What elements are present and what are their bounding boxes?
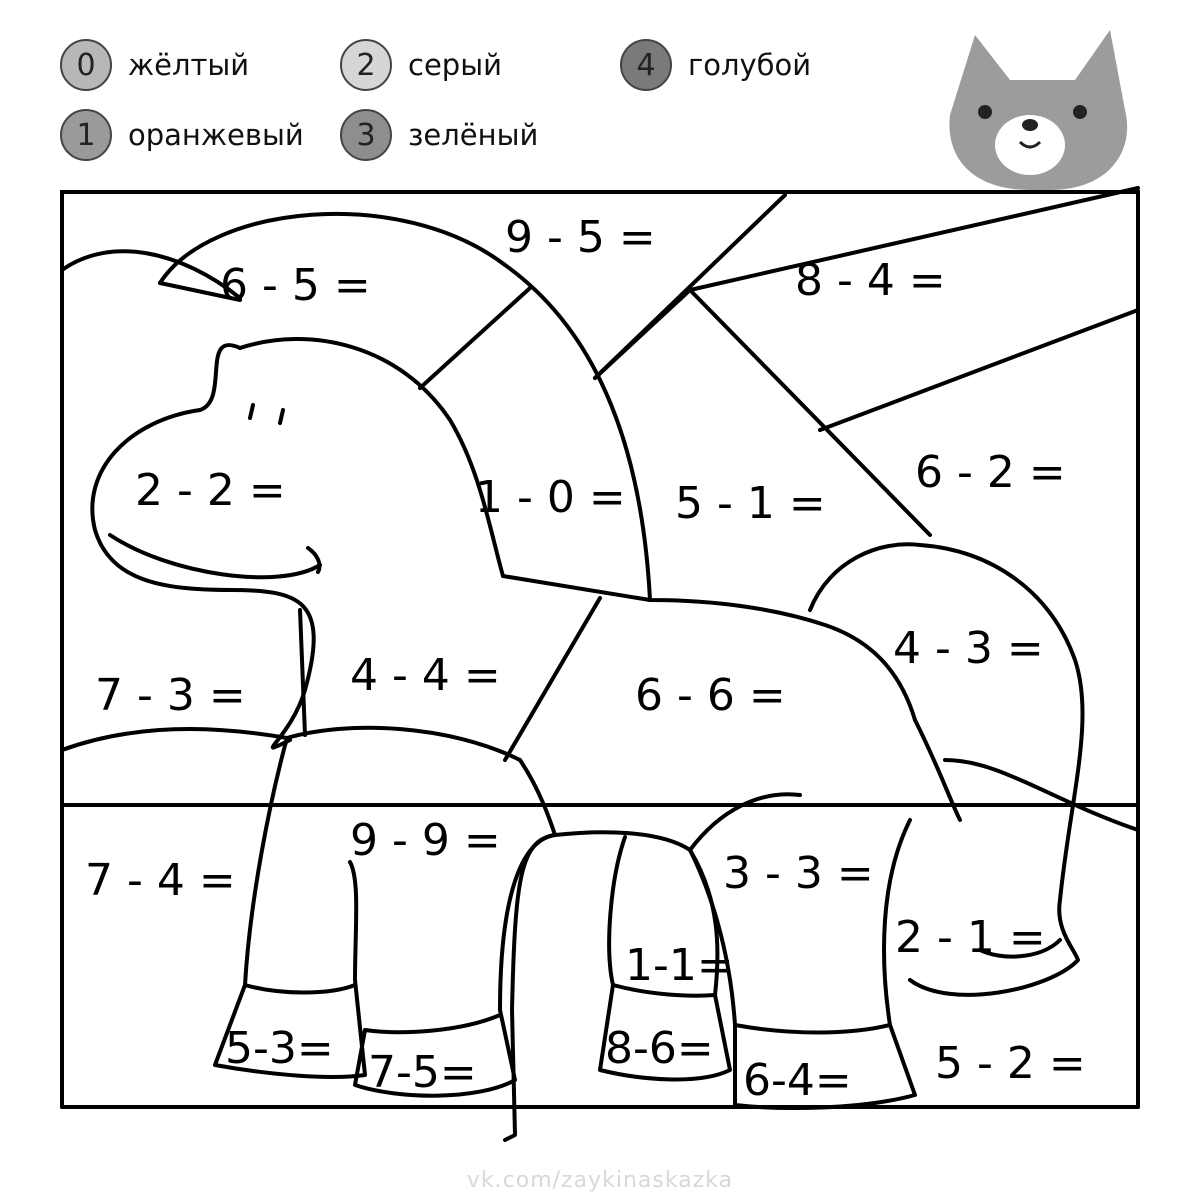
equation-e14: 7 - 4 = xyxy=(85,855,236,906)
equation-e4: 2 - 2 = xyxy=(135,465,286,516)
equation-e11: 6 - 6 = xyxy=(635,670,786,721)
equation-e17: 5-3= xyxy=(225,1023,334,1074)
equation-e6: 5 - 1 = xyxy=(675,478,826,529)
equation-e18: 7-5= xyxy=(368,1047,477,1098)
equation-e9: 7 - 3 = xyxy=(95,670,246,721)
equation-e21: 5 - 2 = xyxy=(935,1038,1086,1089)
legend-badge-1: 1 xyxy=(60,109,112,161)
legend-badge-3: 3 xyxy=(340,109,392,161)
equation-e1: 9 - 5 = xyxy=(505,212,656,263)
watermark: vk.com/zaykinaskazka xyxy=(466,1168,734,1193)
equation-e13: 3 - 3 = xyxy=(723,848,874,899)
equation-e7: 6 - 2 = xyxy=(915,447,1066,498)
equation-e5: 1 - 0 = xyxy=(475,472,626,523)
equation-e15: 2 - 1 = xyxy=(895,912,1046,963)
legend-label-green: зелёный xyxy=(408,118,539,152)
legend-badge-0: 0 xyxy=(60,39,112,91)
equation-e19: 8-6= xyxy=(605,1023,714,1074)
legend-badge-4: 4 xyxy=(620,39,672,91)
equation-e3: 8 - 4 = xyxy=(795,255,946,306)
legend-label-orange: оранжевый xyxy=(128,118,304,152)
equation-e20: 6-4= xyxy=(743,1055,852,1106)
cat-icon xyxy=(949,30,1127,190)
equation-e8: 4 - 3 = xyxy=(893,623,1044,674)
legend-badge-2: 2 xyxy=(340,39,392,91)
legend-label-yellow: жёлтый xyxy=(128,48,250,82)
equation-e16: 1-1= xyxy=(625,940,734,991)
equation-e10: 4 - 4 = xyxy=(350,650,501,701)
equation-e2: 6 - 5 = xyxy=(220,260,371,311)
legend-label-blue: голубой xyxy=(688,48,812,82)
legend-label-gray: серый xyxy=(408,48,502,82)
equation-e12: 9 - 9 = xyxy=(350,815,501,866)
